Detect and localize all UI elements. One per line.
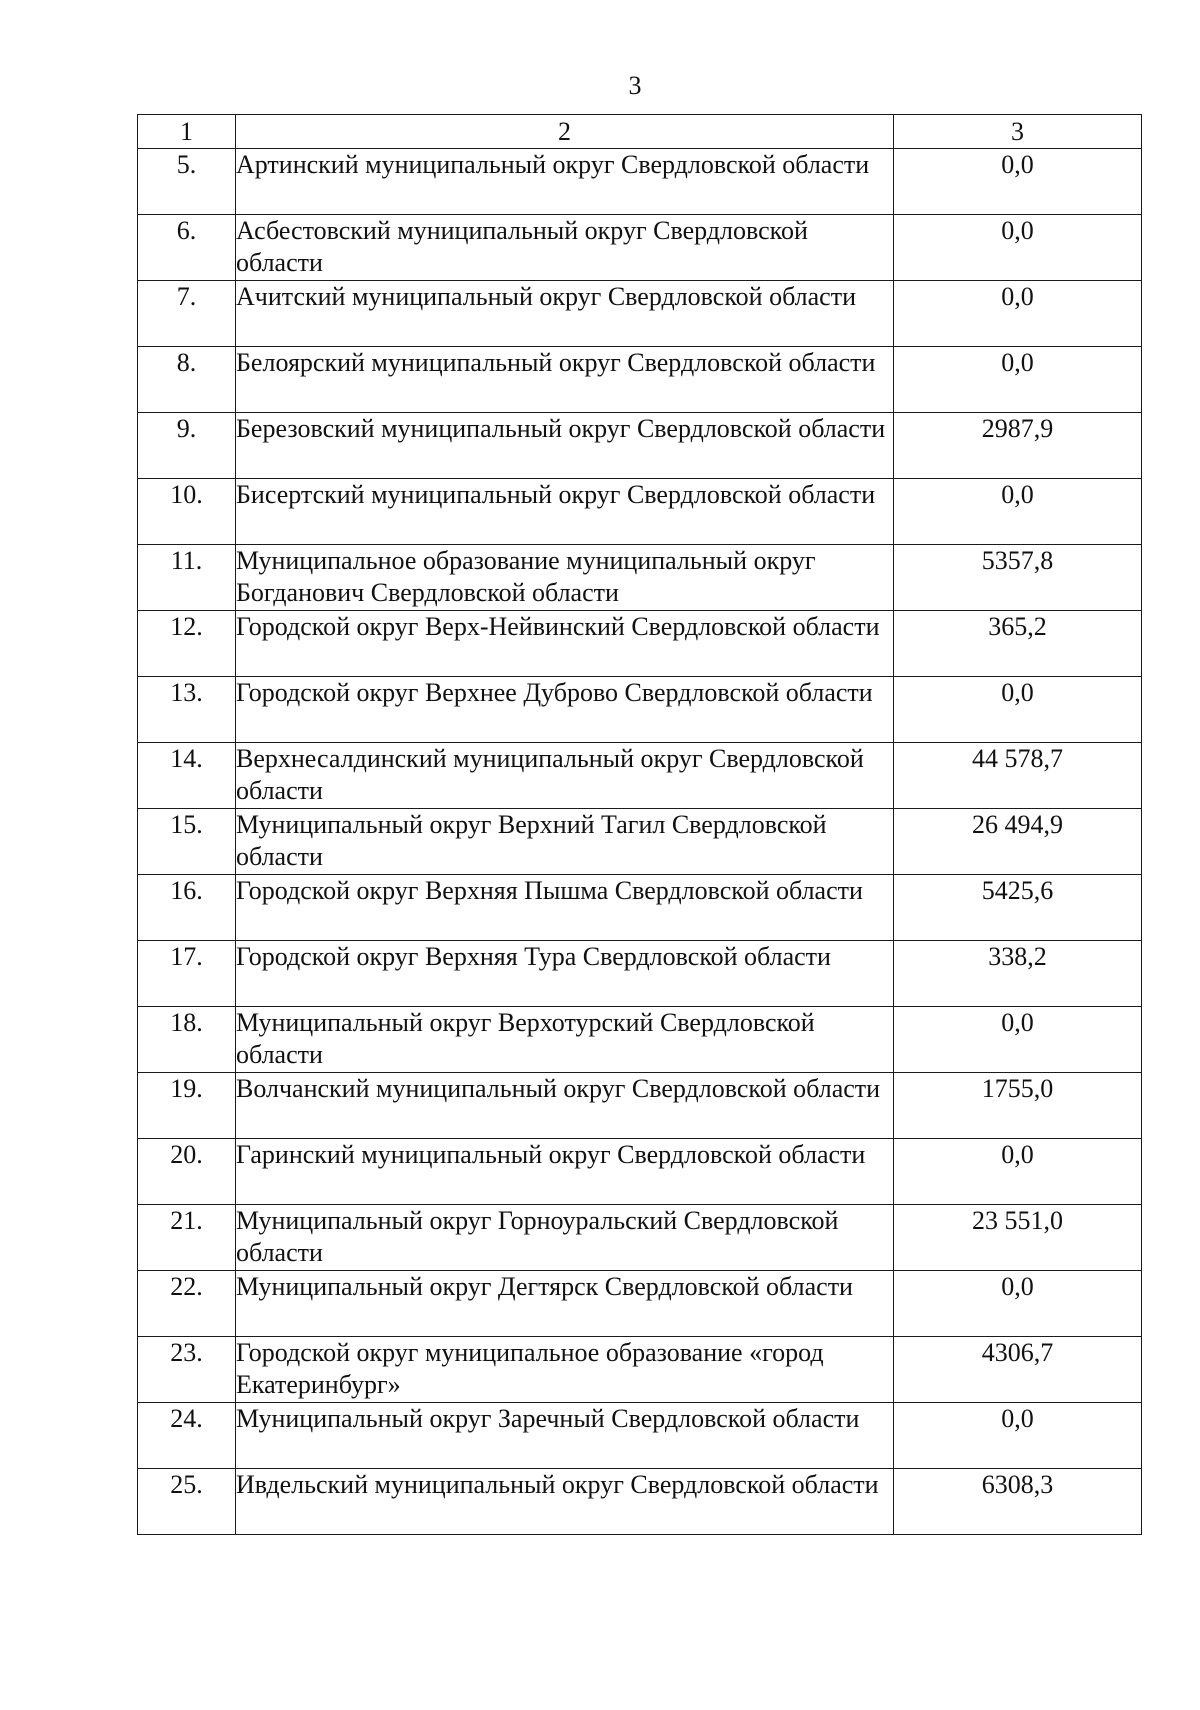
amount-value: 0,0	[894, 677, 1142, 743]
row-number: 21.	[138, 1205, 236, 1271]
municipality-name: Муниципальный округ Горноуральский Свердловской области	[236, 1205, 894, 1271]
row-number: 13.	[138, 677, 236, 743]
municipality-name: Березовский муниципальный округ Свердловской области	[236, 413, 894, 479]
row-number: 11.	[138, 545, 236, 611]
municipality-name: Артинский муниципальный округ Свердловской области	[236, 149, 894, 215]
table-row	[138, 413, 1142, 479]
table-row	[138, 545, 1142, 611]
municipality-name: Асбестовский муниципальный округ Свердловской области	[236, 215, 894, 281]
municipality-name: Городской округ муниципальное образование «город Екатеринбург»	[236, 1337, 894, 1403]
row-number: 24.	[138, 1403, 236, 1469]
row-number: 9.	[138, 413, 236, 479]
municipality-name: Городской округ Верх-Нейвинский Свердловской области	[236, 611, 894, 677]
column-number-header: 1	[138, 115, 236, 149]
row-number: 15.	[138, 809, 236, 875]
row-number: 8.	[138, 347, 236, 413]
table-row	[138, 875, 1142, 941]
row-number: 19.	[138, 1073, 236, 1139]
table-row	[138, 677, 1142, 743]
amount-value: 0,0	[894, 149, 1142, 215]
amount-value: 1755,0	[894, 1073, 1142, 1139]
amount-value: 44 578,7	[894, 743, 1142, 809]
table-row	[138, 149, 1142, 215]
amount-value: 0,0	[894, 1139, 1142, 1205]
row-number: 7.	[138, 281, 236, 347]
data-table	[137, 114, 1142, 1535]
table-row	[138, 479, 1142, 545]
municipality-name: Белоярский муниципальный округ Свердловской области	[236, 347, 894, 413]
amount-value: 5425,6	[894, 875, 1142, 941]
row-number: 6.	[138, 215, 236, 281]
table-row	[138, 1139, 1142, 1205]
municipality-name: Ачитский муниципальный округ Свердловской области	[236, 281, 894, 347]
table-row	[138, 1403, 1142, 1469]
table-row	[138, 1205, 1142, 1271]
table-row	[138, 743, 1142, 809]
municipality-name: Бисертский муниципальный округ Свердловской области	[236, 479, 894, 545]
amount-value: 23 551,0	[894, 1205, 1142, 1271]
table-row	[138, 1337, 1142, 1403]
amount-value: 0,0	[894, 215, 1142, 281]
amount-value: 0,0	[894, 347, 1142, 413]
municipality-name: Верхнесалдинский муниципальный округ Свердловской области	[236, 743, 894, 809]
row-number: 17.	[138, 941, 236, 1007]
municipality-name: Городской округ Верхняя Пышма Свердловской области	[236, 875, 894, 941]
table-row	[138, 215, 1142, 281]
amount-value: 0,0	[894, 1403, 1142, 1469]
row-number: 5.	[138, 149, 236, 215]
amount-value: 2987,9	[894, 413, 1142, 479]
municipality-name: Гаринский муниципальный округ Свердловской области	[236, 1139, 894, 1205]
table-row	[138, 1073, 1142, 1139]
amount-value: 0,0	[894, 281, 1142, 347]
row-number: 20.	[138, 1139, 236, 1205]
table-header-row	[138, 115, 1142, 149]
amount-value: 0,0	[894, 1007, 1142, 1073]
row-number: 18.	[138, 1007, 236, 1073]
table-row	[138, 347, 1142, 413]
municipality-name: Ивдельский муниципальный округ Свердловской области	[236, 1469, 894, 1535]
table-row	[138, 1469, 1142, 1535]
amount-value: 26 494,9	[894, 809, 1142, 875]
amount-value: 0,0	[894, 479, 1142, 545]
municipality-name: Муниципальный округ Заречный Свердловской области	[236, 1403, 894, 1469]
column-name-header: 2	[236, 115, 894, 149]
table-row	[138, 941, 1142, 1007]
amount-value: 5357,8	[894, 545, 1142, 611]
table-row	[138, 611, 1142, 677]
row-number: 16.	[138, 875, 236, 941]
amount-value: 4306,7	[894, 1337, 1142, 1403]
municipality-name: Муниципальный округ Дегтярск Свердловской области	[236, 1271, 894, 1337]
row-number: 22.	[138, 1271, 236, 1337]
amount-value: 6308,3	[894, 1469, 1142, 1535]
table-row	[138, 1271, 1142, 1337]
table-row	[138, 809, 1142, 875]
table-row	[138, 281, 1142, 347]
municipality-name: Городской округ Верхнее Дуброво Свердловской области	[236, 677, 894, 743]
row-number: 10.	[138, 479, 236, 545]
page-number: 3	[628, 71, 642, 100]
municipality-name: Муниципальный округ Верхний Тагил Свердловской области	[236, 809, 894, 875]
amount-value: 0,0	[894, 1271, 1142, 1337]
amount-value: 338,2	[894, 941, 1142, 1007]
table-row	[138, 1007, 1142, 1073]
municipality-name: Городской округ Верхняя Тура Свердловской области	[236, 941, 894, 1007]
column-value-header: 3	[894, 115, 1142, 149]
row-number: 25.	[138, 1469, 236, 1535]
amount-value: 365,2	[894, 611, 1142, 677]
municipality-name: Муниципальное образование муниципальный округ Богданович Свердловской области	[236, 545, 894, 611]
row-number: 23.	[138, 1337, 236, 1403]
row-number: 12.	[138, 611, 236, 677]
municipality-name: Волчанский муниципальный округ Свердловской области	[236, 1073, 894, 1139]
row-number: 14.	[138, 743, 236, 809]
municipality-name: Муниципальный округ Верхотурский Свердловской области	[236, 1007, 894, 1073]
